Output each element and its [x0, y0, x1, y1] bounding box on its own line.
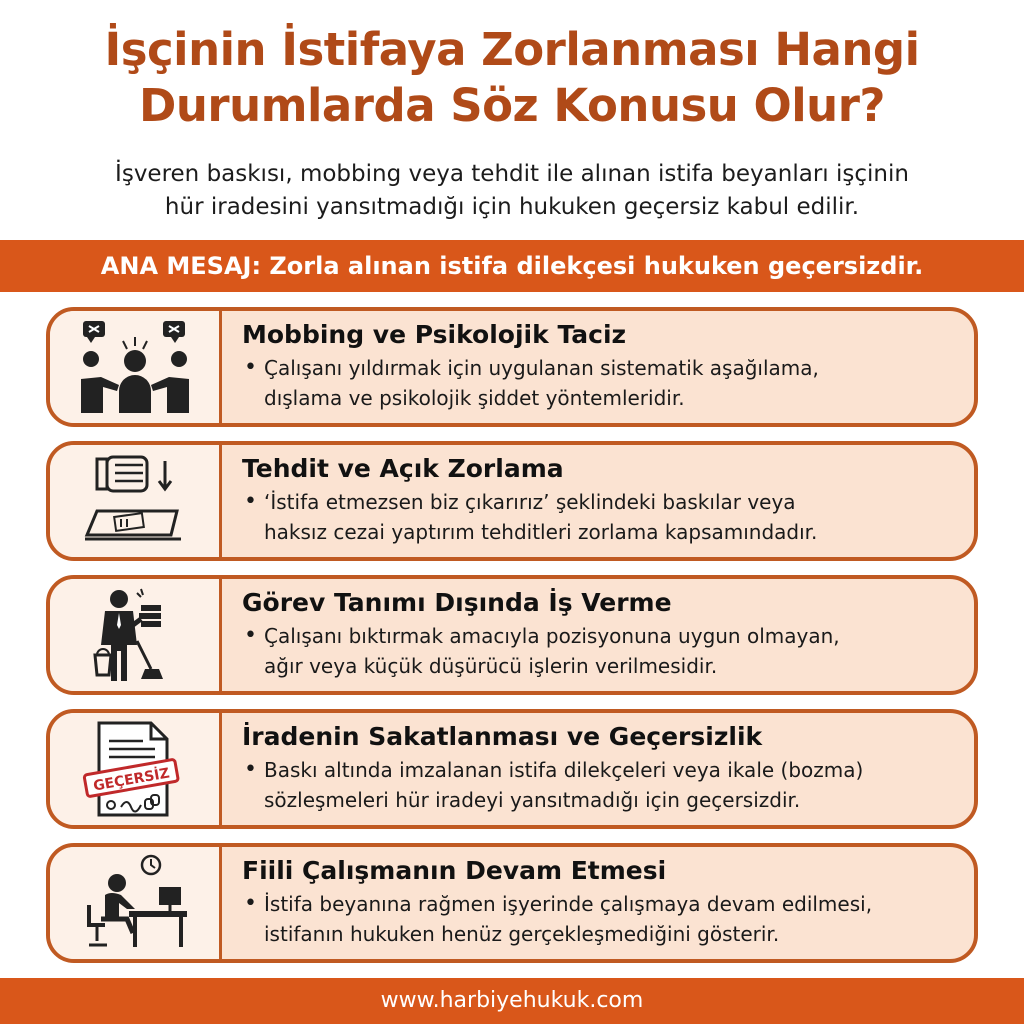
card-mobbing	[46, 307, 978, 427]
page-title-line-2: Durumlarda Söz Konusu Olur?	[139, 79, 885, 132]
card-continued-work	[46, 843, 978, 963]
card-icon-cell	[50, 579, 222, 691]
card-bullet-line-1: • Çalışanı yıldırmak için uygulanan sistematik aşağılama,	[242, 353, 958, 383]
card-bullet-line-2	[242, 651, 958, 681]
card-will-defect	[46, 709, 978, 829]
card-bullet-line-1: • Baskı altında imzalanan istifa dilekçeleri veya ikale (bozma)	[242, 755, 958, 785]
fist-document-icon	[75, 451, 195, 551]
card-bullet-line-2	[242, 919, 958, 949]
card-bullet-text: istifanın hukuken henüz gerçekleşmediğini gösterir.	[264, 922, 780, 946]
card-icon-cell	[50, 713, 222, 825]
card-heading: İradenin Sakatlanması ve Geçersizlik	[242, 722, 763, 751]
card-heading: Mobbing ve Psikolojik Taciz	[242, 320, 627, 349]
footer-url[interactable]: www.harbiyehukuk.com	[0, 978, 1024, 1024]
card-text	[242, 451, 958, 547]
card-icon-cell	[50, 445, 222, 557]
card-icon-cell	[50, 847, 222, 959]
page-title	[0, 22, 1024, 134]
desk-worker-icon	[75, 853, 195, 953]
card-text	[242, 585, 958, 681]
invalid-document-icon	[75, 719, 195, 819]
card-heading: Fiili Çalışmanın Devam Etmesi	[242, 856, 667, 885]
card-text	[242, 317, 958, 413]
card-icon-cell	[50, 311, 222, 423]
card-bullet-line-1: • ‘İstifa etmezsen biz çıkarırız’ şeklindeki baskılar veya	[242, 487, 958, 517]
card-threat	[46, 441, 978, 561]
card-bullet-text: ağır veya küçük düşürücü işlerin verilmesidir.	[264, 654, 718, 678]
page-subtitle-line-1: İşveren baskısı, mobbing veya tehdit ile alınan istifa beyanları işçinin	[115, 161, 909, 187]
page-title-line-1: İşçinin İstifaya Zorlanması Hangi	[104, 23, 920, 76]
card-bullet-line-2	[242, 517, 958, 547]
invalid-stamp-text: GEÇERSİZ	[91, 765, 171, 795]
card-text	[242, 719, 958, 815]
card-bullet-line-1: • İstifa beyanına rağmen işyerinde çalışmaya devam edilmesi,	[242, 889, 958, 919]
page-subtitle	[0, 158, 1024, 224]
main-message-banner: ANA MESAJ: Zorla alınan istifa dilekçesi hukuken geçersizdir.	[0, 240, 1024, 292]
card-heading: Tehdit ve Açık Zorlama	[242, 454, 564, 483]
page-subtitle-line-2: hür iradesini yansıtmadığı için hukuken geçersiz kabul edilir.	[164, 194, 860, 220]
card-bullet-text: sözleşmeleri hür iradeyi yansıtmadığı için geçersizdir.	[264, 788, 801, 812]
card-text	[242, 853, 958, 949]
card-bullet-line-1: • Çalışanı bıktırmak amacıyla pozisyonuna uygun olmayan,	[242, 621, 958, 651]
card-bullet-line-2	[242, 785, 958, 815]
card-heading: Görev Tanımı Dışında İş Verme	[242, 588, 672, 617]
card-bullet-text: dışlama ve psikolojik şiddet yöntemleridir.	[264, 386, 685, 410]
card-task-outside-role	[46, 575, 978, 695]
card-bullet-text: haksız cezai yaptırım tehditleri zorlama kapsamındadır.	[264, 520, 818, 544]
card-bullet-line-2	[242, 383, 958, 413]
mobbing-group-icon	[75, 317, 195, 417]
worker-mop-icon	[75, 585, 195, 685]
